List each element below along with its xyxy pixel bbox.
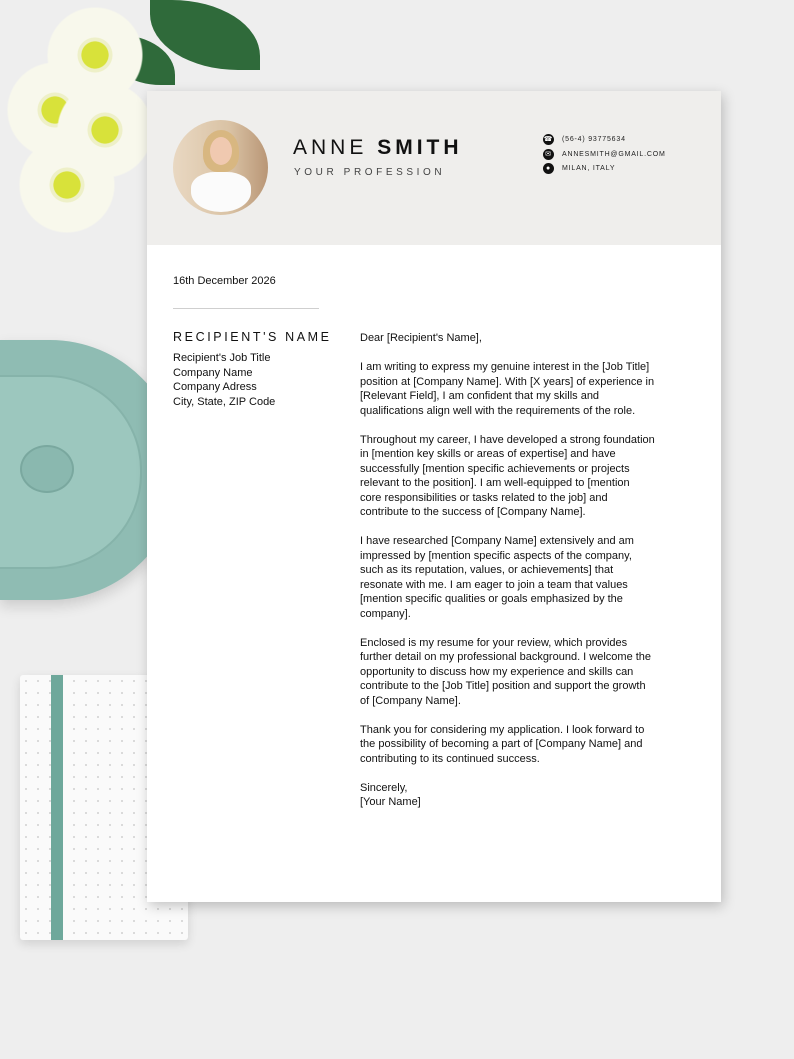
recipient-line: Company Adress <box>173 381 257 393</box>
profession: YOUR PROFESSION <box>294 167 446 178</box>
letter-paragraph <box>360 331 700 346</box>
recipient-line: City, State, ZIP Code <box>173 395 276 408</box>
location-pin-icon: ● <box>543 163 554 174</box>
letter-line: Enclosed is my resume for your review, which provides <box>360 636 628 649</box>
phone-text: (56-4) 93775634 <box>562 136 626 143</box>
letter-line: contributing to its continued success. <box>360 752 540 765</box>
letter-line: Sincerely, <box>360 781 408 794</box>
letter-line: of [Company Name]. <box>360 694 461 707</box>
contact-phone <box>543 134 626 145</box>
letter-line: I am writing to express my genuine interest in the [Job Title] <box>360 361 650 373</box>
letter-paragraph <box>360 433 700 520</box>
contact-email <box>543 149 666 160</box>
letter-line: [Your Name] <box>360 796 421 808</box>
letter-paragraph <box>360 781 700 810</box>
letter-line: impressed by [mention specific aspects of the company, <box>360 549 632 562</box>
recipient-line: Company Name <box>173 366 253 379</box>
email-text: ANNESMITH@GMAIL.COM <box>562 151 666 158</box>
letter-paragraph <box>360 636 700 709</box>
letter-header <box>147 91 721 245</box>
profile-photo <box>173 120 268 215</box>
notebook-band <box>51 675 63 940</box>
letter-line: such as its reputation, values, or achievements] that <box>360 564 614 576</box>
letter-line: core responsibilities or tasks related to the job] and <box>360 491 608 504</box>
letter-line: resonate with me. I am eager to join a team that values <box>360 578 628 591</box>
letter-line: Throughout my career, I have developed a strong foundation <box>360 433 655 446</box>
letter-line: the possibility of becoming a part of [Company Name] and <box>360 738 643 750</box>
letter-line: opportunity to discuss how my experience and skills can <box>360 665 634 678</box>
letter-paragraph <box>360 534 700 621</box>
letter-paragraph <box>360 723 700 767</box>
letter-line: position at [Company Name]. With [X years] of experience in <box>360 375 655 388</box>
recipient-line: Recipient's Job Title <box>173 352 271 364</box>
letter-line: relevant to the position]. I am well-equipped to [mention <box>360 477 630 489</box>
letter-date: 16th December 2026 <box>173 275 276 287</box>
letter-paragraph <box>360 360 700 418</box>
letter-line: [mention specific qualities or goals emphasized by the <box>360 593 623 605</box>
letter-line: company]. <box>360 607 411 620</box>
letter-line: qualifications align well with the requirements of the role. <box>360 404 636 417</box>
letter-line: [Relevant Field], I am confident that my skills and <box>360 390 600 402</box>
letter-line: successfully [mention specific achievements or projects <box>360 462 630 475</box>
mail-icon: ✉ <box>543 149 554 160</box>
contact-location <box>543 163 615 174</box>
letter-line: contribute to the [Job Title] position and support the growth <box>360 680 646 692</box>
letter-body <box>360 331 700 824</box>
phone-icon: ☎ <box>543 136 554 143</box>
recipient-address <box>173 351 275 409</box>
letter-line: further detail on my professional background. I welcome the <box>360 651 652 663</box>
divider <box>173 308 319 309</box>
cover-letter-page <box>147 91 721 902</box>
applicant-name <box>293 136 463 160</box>
recipient-name: RECIPIENT'S NAME <box>173 330 332 344</box>
letter-line: I have researched [Company Name] extensively and am <box>360 535 634 547</box>
location-text: MILAN, ITALY <box>562 165 616 172</box>
teal-plate-knob <box>20 445 74 493</box>
last-name: SMITH <box>377 136 463 159</box>
letter-line: Thank you for considering my application. I look forward to <box>360 723 645 736</box>
letter-line: Dear [Recipient's Name], <box>360 332 482 344</box>
letter-line: in [mention key skills or areas of expertise] and have <box>360 448 616 460</box>
daisy-flower-decoration <box>12 130 122 240</box>
first-name: ANNE <box>293 136 368 159</box>
letter-line: contribute to the success of [Company Name]. <box>360 506 586 518</box>
